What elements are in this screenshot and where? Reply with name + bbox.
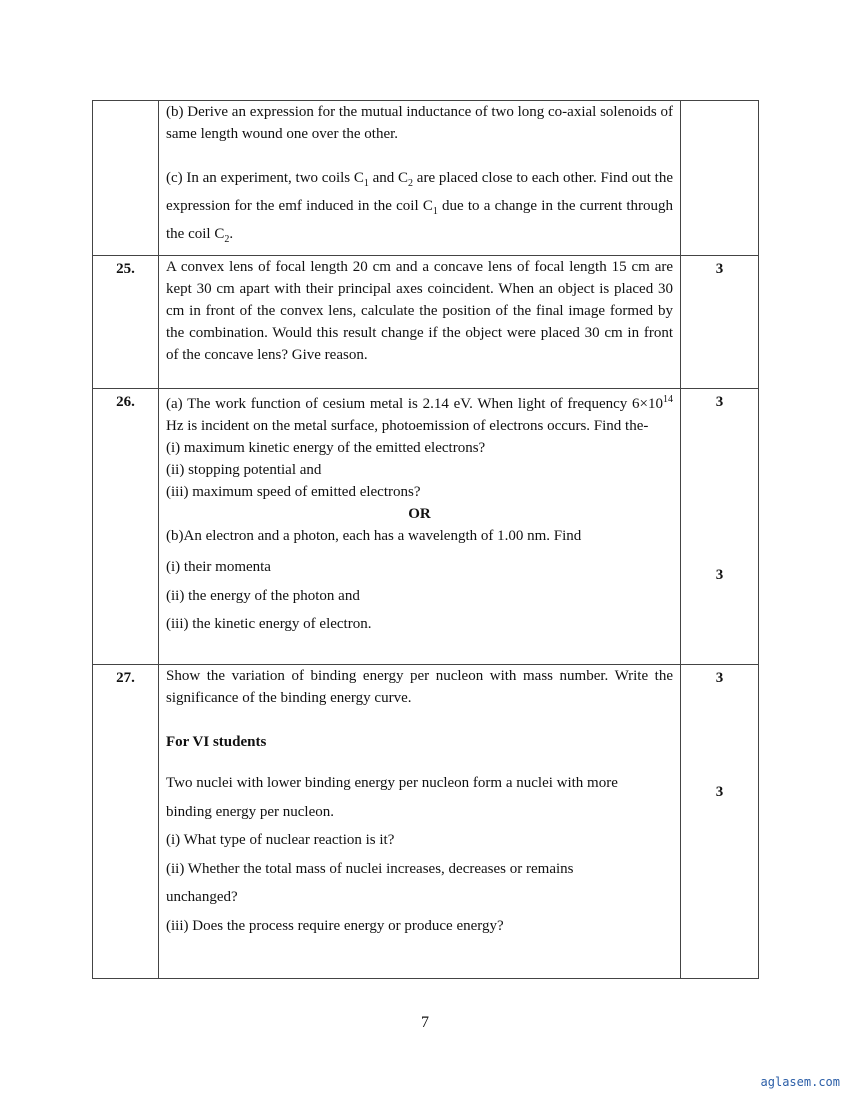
marks-q25: 3 [715, 261, 724, 277]
marks-q26-a: 3 [715, 394, 724, 410]
question-table [92, 100, 759, 979]
question-number-27: 27. [93, 665, 159, 979]
q26-a-iii: (iii) maximum speed of emitted electrons? [166, 484, 421, 500]
superscript: 14 [663, 394, 673, 405]
marks-cell [681, 101, 759, 256]
question-number-cell [93, 101, 159, 256]
question-text-cell [159, 101, 681, 256]
marks-cell [681, 665, 759, 979]
q27-vi-line: Two nuclei with lower binding energy per nucleon form a nuclei with more [166, 775, 618, 791]
subscript: 1 [432, 206, 438, 217]
q27-vi-iii: (iii) Does the process require energy or produce energy? [166, 917, 504, 934]
q26-part-a [166, 389, 673, 437]
q26-b-iii: (iii) the kinetic energy of electron. [166, 616, 372, 632]
q24-part-c-text: due to a change in the current through the coil C [166, 198, 673, 242]
marks-cell [681, 389, 759, 665]
q27-vi-ii-cont: unchanged? [166, 889, 238, 905]
watermark: aglasem.com [760, 1075, 840, 1089]
question-text-cell [159, 665, 681, 979]
q26-part-a-text: (a) The work function of cesium metal is 2.14 eV. When light of frequency 6×10 [166, 396, 663, 412]
q24-part-c-text: are placed close to each other. Find out the expression for the emf induced in the coil C [166, 170, 673, 214]
q24-part-c [166, 167, 673, 251]
subscript: 2 [408, 178, 414, 189]
vi-students-heading: For VI students [166, 734, 267, 750]
q26-a-ii: (ii) stopping potential and [166, 462, 322, 478]
table-row-q27 [93, 665, 759, 979]
question-text-cell [159, 256, 681, 389]
q24-part-c-text: . [229, 226, 234, 242]
marks-q27-a: 3 [715, 670, 724, 686]
q26-part-b: (b)An electron and a photon, each has a wavelength of 1.00 nm. Find [166, 528, 582, 544]
q24-part-c-text: (c) In an experiment, two coils C [166, 170, 364, 186]
subscript: 2 [224, 234, 230, 245]
q27-text: Show the variation of binding energy per nucleon with mass number. Write the significance of the binding energy curve. [166, 668, 673, 706]
subscript: 1 [363, 178, 369, 189]
marks-q26-b: 3 [715, 567, 724, 583]
q26-a-i: (i) maximum kinetic energy of the emitted electrons? [166, 440, 486, 456]
page-number: 7 [421, 1014, 429, 1031]
table-row-q26 [93, 389, 759, 665]
table-row-q24-continued [93, 101, 759, 256]
marks-cell [681, 256, 759, 389]
marks-q27-b: 3 [715, 784, 724, 800]
q26-b-ii: (ii) the energy of the photon and [166, 587, 360, 604]
q24-part-b: (b) Derive an expression for the mutual inductance of two long co-axial solenoids of same length wound one over the other. [166, 104, 673, 142]
q27-vi-ii: (ii) Whether the total mass of nuclei increases, decreases or remains [166, 860, 574, 877]
q26-part-a-text: Hz is incident on the metal surface, photoemission of electrons occurs. Find the- [166, 418, 649, 434]
question-text-cell [159, 389, 681, 665]
q24-part-c-text: and C [368, 170, 409, 186]
question-number-26: 26. [93, 389, 159, 665]
q26-b-i: (i) their momenta [166, 559, 271, 575]
q27-vi-i: (i) What type of nuclear reaction is it? [166, 832, 395, 848]
q25-text: A convex lens of focal length 20 cm and a concave lens of focal length 15 cm are kept 30 cm apart with their principal axes coincident. When an object is placed 30 cm in front of the convex lens, calculate the position of the final image formed by the combination. Would this result change if the object were placed 30 cm in front of the concave lens? Give reason. [166, 259, 673, 363]
q27-vi-line: binding energy per nucleon. [166, 803, 335, 820]
table-row-q25 [93, 256, 759, 389]
question-number-25: 25. [93, 256, 159, 389]
or-divider: OR [408, 506, 431, 522]
